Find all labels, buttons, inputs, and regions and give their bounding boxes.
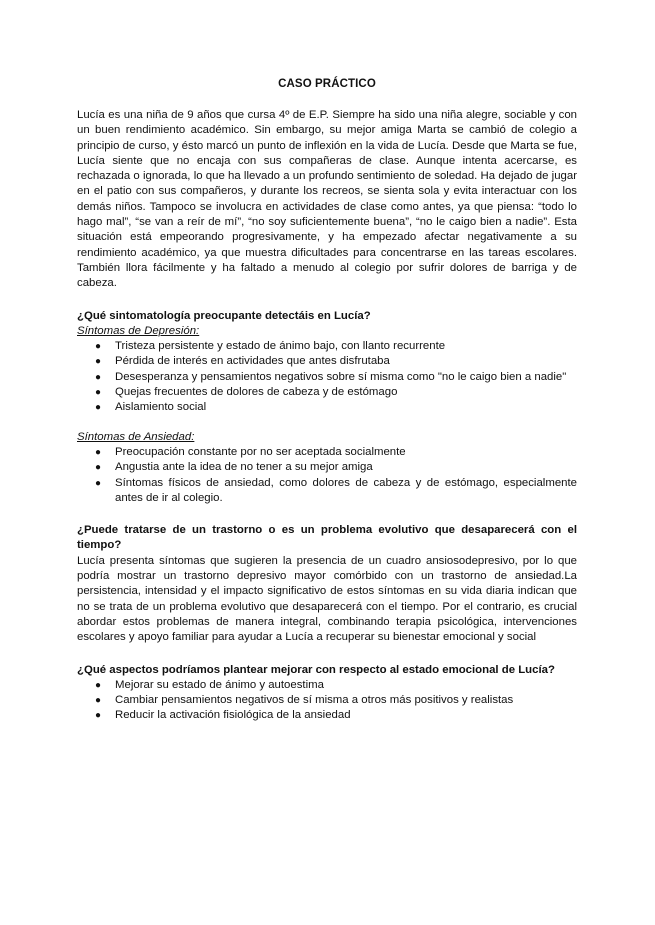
case-description: Lucía es una niña de 9 años que cursa 4º de E.P. Siempre ha sido una niña alegre, sociable y con un buen rendimiento académico. Sin embargo, su mejor amiga Marta se cambió de colegio a principio de curso, y ésto marcó un punto de inflexión en la vida de Lucía. Desde que Marta se fue, Lucía siente que no encaja con sus compañeras de clase. Aunque intenta acercarse, es rechazada o ignorada, lo que ha llevado a un profundo sentimiento de soledad. Ha dejado de jugar en el patio con sus compañeros, y durante los recreos, se sienta sola y evita interactuar con los demás niños. Tampoco se involucra en actividades de clase como antes, ya que piensa: “todo lo hago mal”, “se van a reír de mí”, “no soy suficientemente buena”, “no le caigo bien a nadie”. Esta situación está empeorando progresivamente, y ha empezado afectar negativamente a su rendimiento académico, ya que muestra dificultades para concentrarse en las tareas escolares. También llora fácilmente y ha faltado a menudo al colegio por sufrir dolores de barriga y de cabeza. <box>77 109 577 290</box>
bullet-icon: ● <box>95 402 102 414</box>
section-improvements <box>77 663 577 724</box>
bullet-icon: ● <box>95 341 102 353</box>
bullet-icon: ● <box>95 462 102 474</box>
improvements-list <box>77 678 577 724</box>
anxiety-heading: Síntomas de Ansiedad: <box>77 430 195 443</box>
bullet-icon: ● <box>95 371 102 383</box>
question-symptoms: ¿Qué sintomatología preocupante detectáis en Lucía? <box>77 309 371 322</box>
list-item: ● Pérdida de interés en actividades que antes disfrutaba <box>115 354 577 369</box>
document-page <box>0 77 655 925</box>
list-item: ● Tristeza persistente y estado de ánimo bajo, con llanto recurrente <box>115 339 577 354</box>
depression-list <box>77 339 577 415</box>
depression-heading: Síntomas de Depresión: <box>77 324 200 337</box>
list-item: ● Síntomas físicos de ansiedad, como dolores de cabeza y de estómago, especialmente antes de ir al colegio. <box>95 476 577 504</box>
bullet-icon: ● <box>95 710 102 722</box>
anxiety-list <box>77 445 577 506</box>
bullet-icon: ● <box>95 446 102 458</box>
section-symptoms <box>77 309 577 507</box>
bullet-icon: ● <box>95 387 102 399</box>
section-disorder <box>77 523 577 645</box>
bullet-icon: ● <box>95 679 102 691</box>
question-disorder: ¿Puede tratarse de un trastorno o es un problema evolutivo que desaparecerá con el tiempo? <box>77 524 577 552</box>
bullet-icon: ● <box>95 695 102 707</box>
list-item: ● Preocupación constante por no ser aceptada socialmente <box>115 445 577 460</box>
list-item: ● Reducir la activación fisiológica de la ansiedad <box>115 708 577 723</box>
list-item: ● Aislamiento social <box>115 400 577 415</box>
document-title: CASO PRÁCTICO <box>278 78 376 90</box>
answer-disorder: Lucía presenta síntomas que sugieren la presencia de un cuadro ansiosodepresivo, por lo que podría mostrar un trastorno depresivo mayor comórbido con un trastorno de ansiedad.La persistencia, intensidad y el impacto significativo de estos síntomas en su vida diaria indican que no se trata de un problema evolutivo que desaparecerá con el tiempo. Por el contrario, es crucial abordar estos problemas de manera integral, combinando terapia psicológica, intervenciones escolares y apoyo familiar para ayudar a Lucía a recuperar su bienestar emocional y social <box>77 554 577 644</box>
list-item: ● Cambiar pensamientos negativos de sí misma a otros más positivos y realistas <box>115 693 577 708</box>
list-item: ● Desesperanza y pensamientos negativos sobre sí misma como "no le caigo bien a nadie" <box>115 370 577 385</box>
bullet-icon: ● <box>95 477 102 489</box>
question-improvements: ¿Qué aspectos podríamos plantear mejorar con respecto al estado emocional de Lucía? <box>77 663 555 676</box>
list-item: ● Quejas frecuentes de dolores de cabeza y de estómago <box>115 385 577 400</box>
list-item: ● Angustia ante la idea de no tener a su mejor amiga <box>115 460 577 475</box>
list-item: ● Mejorar su estado de ánimo y autoestima <box>115 678 577 693</box>
bullet-icon: ● <box>95 356 102 368</box>
